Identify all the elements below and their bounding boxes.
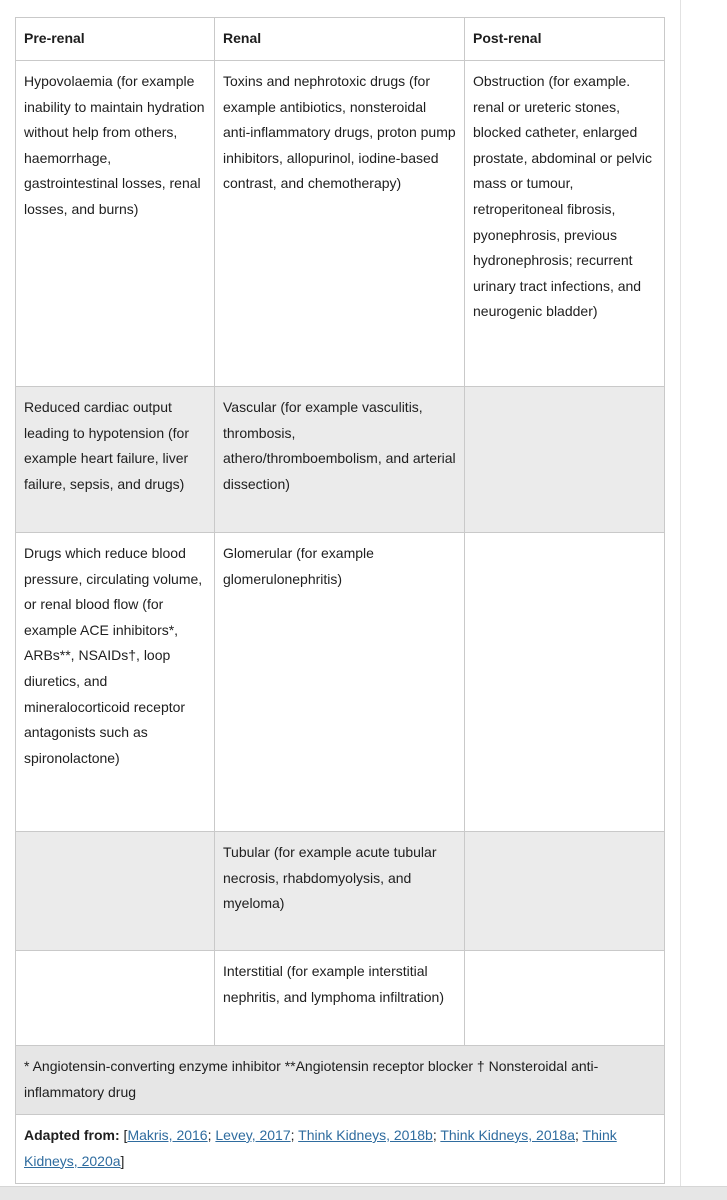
cell-hypovolaemia: Hypovolaemia (for example inability to maintain hydration without help from others, haemorrhage, gastrointestinal losses, renal losses, and burns) [16,61,215,387]
footnote-row [16,1046,665,1115]
cell-bp-drugs: Drugs which reduce blood pressure, circulating volume, or renal blood flow (for example ACE inhibitors*, ARBs**, NSAIDs†, loop diuretics, and mineralocorticoid receptor antagonists such as spironolactone) [16,533,215,832]
table-row [16,61,665,387]
cell-reduced-cardiac-output: Reduced cardiac output leading to hypotension (for example heart failure, liver failure, sepsis, and drugs) [16,387,215,533]
header-row [16,18,665,61]
cell-empty [465,832,665,951]
link-levey-2017[interactable]: Levey, 2017 [215,1127,291,1143]
cell-toxins-drugs: Toxins and nephrotoxic drugs (for example antibiotics, nonsteroidal anti-inflammatory drugs, proton pump inhibitors, allopurinol, iodine-based contrast, and chemotherapy) [215,61,465,387]
cell-obstruction: Obstruction (for example. renal or ureteric stones, blocked catheter, enlarged prostate, abdominal or pelvic mass or tumour, retroperitoneal fibrosis, pyonephrosis, previous hydronephrosis; recurrent urinary tract infections, and neurogenic bladder) [465,61,665,387]
cell-interstitial: Interstitial (for example interstitial nephritis, and lymphoma infiltration) [215,951,465,1046]
footnote: * Angiotensin-converting enzyme inhibitor **Angiotensin receptor blocker † Nonsteroidal anti-inflammatory drug [16,1046,665,1115]
table-row [16,951,665,1046]
cell-glomerular: Glomerular (for example glomerulonephritis) [215,533,465,832]
cell-empty [465,533,665,832]
link-think-kidneys-2018b[interactable]: Think Kidneys, 2018b [298,1127,433,1143]
cell-tubular: Tubular (for example acute tubular necrosis, rhabdomyolysis, and myeloma) [215,832,465,951]
cell-empty [465,387,665,533]
cell-empty [16,951,215,1046]
cell-empty [465,951,665,1046]
source-citation: Adapted from: [Makris, 2016; Levey, 2017; Think Kidneys, 2018b; Think Kidneys, 2018a; Think Kidneys, 2020a] [16,1115,665,1184]
source-label: Adapted from: [24,1127,120,1143]
content-edge-divider [680,0,681,1186]
table-row [16,533,665,832]
link-think-kidneys-2020a[interactable]: Think Kidneys, 2020a [24,1127,617,1169]
aki-causes-table [15,17,665,1184]
cell-vascular: Vascular (for example vasculitis, thrombosis, athero/thromboembolism, and arterial dissection) [215,387,465,533]
table-row [16,387,665,533]
header-pre-renal: Pre-renal [16,18,215,61]
header-renal: Renal [215,18,465,61]
header-post-renal: Post-renal [465,18,665,61]
table-row [16,832,665,951]
link-makris-2016[interactable]: Makris, 2016 [127,1127,208,1143]
source-row [16,1115,665,1184]
cell-empty [16,832,215,951]
bottom-scroll-bar[interactable] [0,1186,727,1200]
link-think-kidneys-2018a[interactable]: Think Kidneys, 2018a [440,1127,575,1143]
